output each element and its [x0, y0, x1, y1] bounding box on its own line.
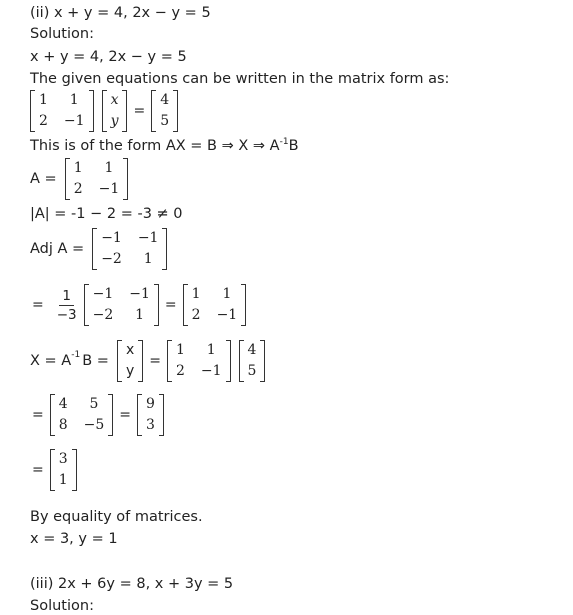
solution-x-line [30, 340, 265, 382]
inverse-matrix [183, 284, 247, 326]
matrix-cell: −1 [63, 113, 85, 129]
answer-line: x = 3, y = 1 [30, 531, 118, 547]
solution-label: Solution: [30, 26, 94, 42]
matrix-cell: −1 [137, 230, 159, 246]
matrix-cell: −1 [101, 230, 122, 246]
matrix-cell: 1 [206, 342, 216, 358]
matrix-cell: −1 [216, 307, 238, 323]
inverse-matrix-copy [167, 340, 231, 382]
matrix-cell: 1 [73, 160, 83, 176]
equals-sign: = [32, 297, 44, 313]
variable-vector [102, 90, 128, 132]
matrix-cell: 1 [58, 472, 68, 488]
matrix-cell: 2 [175, 363, 185, 379]
a-matrix [65, 158, 129, 200]
matrix-cell: 8 [58, 417, 68, 433]
a-label: A = [30, 171, 57, 187]
matrix-cell: 9 [146, 396, 155, 412]
matrix-cell: 1 [69, 92, 79, 108]
equals-sign: = [119, 407, 132, 423]
matrix-cell: −1 [98, 181, 120, 197]
matrix-cell: 5 [160, 113, 170, 129]
matrix-cell: −1 [129, 286, 150, 302]
matrix-equation [30, 90, 178, 132]
matrix-cell: 4 [247, 342, 257, 358]
adjoint-line [30, 228, 167, 270]
matrix-cell: 2 [73, 181, 83, 197]
matrix-cell: 5 [247, 363, 257, 379]
equality-text: By equality of matrices. [30, 509, 203, 525]
matrix-cell: −5 [83, 417, 105, 433]
equals-sign: = [164, 297, 177, 313]
matrix-cell: 1 [39, 92, 48, 108]
inverse-fraction [54, 288, 80, 323]
form-text [30, 137, 299, 157]
matrix-cell: 2 [191, 307, 201, 323]
matrix-cell: 1 [222, 286, 232, 302]
matrix-cell: 1 [104, 160, 114, 176]
equals-sign: = [32, 462, 44, 478]
equations-line: x + y = 4, 2x − y = 5 [30, 49, 187, 65]
constant-vector [151, 90, 178, 132]
step-vector [137, 394, 164, 436]
multiplication-step-line [30, 394, 164, 436]
matrix-cell: y [125, 363, 135, 379]
form-text-tail: B [288, 138, 299, 154]
matrix-cell: −1 [200, 363, 222, 379]
matrix-cell: 4 [160, 92, 170, 108]
matrix-cell: 3 [58, 451, 68, 467]
matrix-cell: x [110, 92, 119, 108]
adj-label: Adj A = [30, 241, 85, 257]
matrix-cell: y [110, 113, 119, 129]
final-result-line [30, 449, 77, 491]
part-iii-heading: (iii) 2x + 6y = 8, x + 3y = 5 [30, 576, 234, 592]
x-eq-sup: -1 [71, 350, 81, 360]
part-ii-heading: (ii) x + y = 4, 2x − y = 5 [30, 5, 211, 21]
fraction-numerator: 1 [59, 288, 74, 306]
matrix-cell: 4 [58, 396, 68, 412]
step-matrix [50, 394, 114, 436]
matrix-cell: x [125, 342, 135, 358]
matrix-cell: 3 [146, 417, 155, 433]
a-matrix-line [30, 158, 128, 200]
matrix-cell: 1 [191, 286, 201, 302]
matrix-cell: 1 [175, 342, 185, 358]
matrix-cell: 5 [89, 396, 99, 412]
matrix-form-text: The given equations can be written in the matrix form as: [30, 71, 450, 87]
determinant-line: |A| = -1 − 2 = -3 ≠ 0 [30, 206, 183, 222]
x-eq-tail: B = [82, 353, 109, 369]
adjoint-matrix [92, 228, 167, 270]
inverse-line [30, 284, 246, 326]
matrix-cell: 2 [39, 113, 48, 129]
fraction-denominator: −3 [56, 306, 77, 323]
coefficient-matrix [30, 90, 94, 132]
matrix-cell: 1 [143, 251, 153, 267]
equals-sign: = [133, 103, 146, 119]
constant-vector-copy [239, 340, 266, 382]
equals-sign: = [149, 353, 161, 369]
matrix-cell: −2 [92, 307, 114, 323]
form-text-sup: -1 [279, 137, 289, 147]
matrix-cell: −2 [101, 251, 122, 267]
final-vector [50, 449, 77, 491]
equals-sign: = [32, 407, 44, 423]
part-iii-solution-label: Solution: [30, 598, 94, 614]
matrix-cell: 1 [135, 307, 145, 323]
x-vector [117, 340, 143, 382]
x-eq-main: X = A [30, 353, 72, 369]
adjoint-matrix-copy [84, 284, 159, 326]
form-text-main: This is of the form AX = B ⇒ X ⇒ A [30, 138, 280, 154]
matrix-cell: −1 [92, 286, 114, 302]
